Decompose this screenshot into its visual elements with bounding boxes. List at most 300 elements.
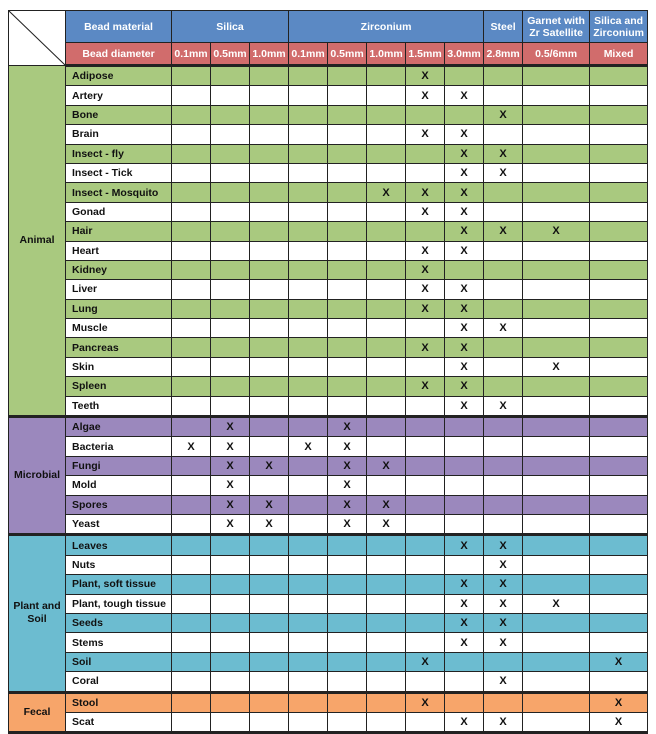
compatibility-cell	[406, 712, 445, 732]
sample-type-label: Algae	[66, 417, 172, 437]
compatibility-cell	[211, 377, 250, 396]
compatibility-cell: X	[484, 163, 523, 182]
compatibility-cell	[367, 417, 406, 437]
compatibility-cell	[250, 396, 289, 416]
compatibility-cell: X	[484, 105, 523, 124]
compatibility-cell	[523, 144, 590, 163]
compatibility-cell: X	[367, 183, 406, 202]
compatibility-cell	[367, 144, 406, 163]
compatibility-cell: X	[484, 555, 523, 574]
table-row	[9, 66, 648, 86]
compatibility-cell	[172, 514, 211, 534]
compatibility-cell	[484, 652, 523, 671]
compatibility-cell	[367, 202, 406, 221]
compatibility-cell	[484, 377, 523, 396]
table-row	[9, 594, 648, 613]
compatibility-cell	[367, 672, 406, 692]
material-header: Steel	[484, 11, 523, 43]
compatibility-cell	[250, 476, 289, 495]
compatibility-cell	[172, 319, 211, 338]
compatibility-cell	[523, 692, 590, 712]
table-row	[9, 86, 648, 105]
compatibility-cell	[289, 202, 328, 221]
compatibility-cell	[523, 437, 590, 456]
compatibility-cell: X	[250, 456, 289, 475]
compatibility-cell	[367, 535, 406, 555]
compatibility-cell: X	[445, 241, 484, 260]
compatibility-cell	[289, 105, 328, 124]
compatibility-cell	[484, 417, 523, 437]
compatibility-cell	[289, 183, 328, 202]
compatibility-cell	[328, 377, 367, 396]
compatibility-cell: X	[590, 652, 648, 671]
compatibility-cell	[523, 633, 590, 652]
compatibility-cell	[172, 555, 211, 574]
compatibility-cell	[523, 417, 590, 437]
compatibility-cell	[484, 86, 523, 105]
compatibility-cell	[406, 222, 445, 241]
compatibility-cell	[289, 476, 328, 495]
compatibility-cell	[445, 652, 484, 671]
sample-type-label: Stems	[66, 633, 172, 652]
sample-type-label: Bacteria	[66, 437, 172, 456]
compatibility-cell	[590, 535, 648, 555]
compatibility-cell	[590, 456, 648, 475]
compatibility-cell	[523, 280, 590, 299]
compatibility-cell	[445, 692, 484, 712]
compatibility-cell: X	[590, 712, 648, 732]
compatibility-cell	[406, 633, 445, 652]
compatibility-cell: X	[406, 183, 445, 202]
compatibility-cell	[172, 183, 211, 202]
compatibility-cell: X	[367, 514, 406, 534]
compatibility-cell	[590, 163, 648, 182]
compatibility-cell	[211, 144, 250, 163]
compatibility-cell	[250, 594, 289, 613]
compatibility-cell	[523, 202, 590, 221]
compatibility-cell	[172, 613, 211, 632]
compatibility-cell	[367, 575, 406, 594]
sample-type-label: Nuts	[66, 555, 172, 574]
compatibility-cell	[523, 377, 590, 396]
compatibility-cell	[328, 672, 367, 692]
compatibility-cell	[172, 338, 211, 357]
compatibility-cell	[590, 241, 648, 260]
sample-type-label: Seeds	[66, 613, 172, 632]
compatibility-cell	[523, 299, 590, 318]
compatibility-cell	[484, 495, 523, 514]
compatibility-cell: X	[250, 514, 289, 534]
compatibility-cell: X	[445, 86, 484, 105]
compatibility-cell	[328, 338, 367, 357]
compatibility-cell	[590, 86, 648, 105]
compatibility-cell	[172, 692, 211, 712]
compatibility-cell: X	[211, 495, 250, 514]
compatibility-cell	[172, 202, 211, 221]
compatibility-cell	[406, 417, 445, 437]
compatibility-cell: X	[328, 495, 367, 514]
table-row	[9, 495, 648, 514]
compatibility-cell	[406, 476, 445, 495]
compatibility-cell	[445, 495, 484, 514]
compatibility-cell	[250, 417, 289, 437]
table-row	[9, 105, 648, 124]
compatibility-cell	[211, 396, 250, 416]
compatibility-cell	[289, 280, 328, 299]
compatibility-cell	[172, 280, 211, 299]
sample-type-label: Skin	[66, 357, 172, 376]
compatibility-cell	[211, 319, 250, 338]
compatibility-cell	[250, 613, 289, 632]
compatibility-cell	[406, 672, 445, 692]
compatibility-cell	[367, 163, 406, 182]
compatibility-cell	[250, 575, 289, 594]
compatibility-cell	[406, 555, 445, 574]
compatibility-cell	[250, 692, 289, 712]
compatibility-cell	[211, 125, 250, 144]
compatibility-cell	[289, 514, 328, 534]
sample-type-label: Teeth	[66, 396, 172, 416]
compatibility-cell	[523, 495, 590, 514]
compatibility-cell: X	[406, 66, 445, 86]
table-row	[9, 652, 648, 671]
compatibility-cell	[445, 105, 484, 124]
compatibility-cell	[367, 613, 406, 632]
compatibility-cell	[328, 319, 367, 338]
compatibility-cell	[523, 476, 590, 495]
compatibility-cell	[250, 712, 289, 732]
sample-type-label: Insect - Mosquito	[66, 183, 172, 202]
compatibility-cell: X	[523, 357, 590, 376]
compatibility-cell	[590, 125, 648, 144]
compatibility-cell	[590, 105, 648, 124]
compatibility-cell	[211, 222, 250, 241]
diameter-header: 1.0mm	[367, 43, 406, 66]
table-row	[9, 672, 648, 692]
compatibility-cell	[211, 260, 250, 279]
compatibility-cell	[367, 66, 406, 86]
compatibility-cell	[367, 633, 406, 652]
diameter-header: 1.0mm	[250, 43, 289, 66]
compatibility-cell	[523, 66, 590, 86]
compatibility-cell: X	[445, 319, 484, 338]
compatibility-cell	[406, 613, 445, 632]
table-row	[9, 183, 648, 202]
compatibility-cell	[445, 437, 484, 456]
compatibility-cell	[211, 575, 250, 594]
compatibility-cell: X	[211, 514, 250, 534]
table-row	[9, 163, 648, 182]
compatibility-cell: X	[445, 299, 484, 318]
compatibility-cell	[523, 319, 590, 338]
compatibility-cell: X	[406, 125, 445, 144]
compatibility-cell	[289, 319, 328, 338]
sample-type-label: Insect - fly	[66, 144, 172, 163]
compatibility-cell	[211, 241, 250, 260]
compatibility-cell	[172, 299, 211, 318]
compatibility-cell	[484, 338, 523, 357]
compatibility-cell	[523, 396, 590, 416]
compatibility-cell	[289, 357, 328, 376]
compatibility-cell	[289, 712, 328, 732]
sample-type-label: Kidney	[66, 260, 172, 279]
compatibility-cell	[211, 105, 250, 124]
compatibility-cell	[484, 357, 523, 376]
compatibility-cell	[211, 280, 250, 299]
compatibility-cell	[289, 163, 328, 182]
sample-type-label: Mold	[66, 476, 172, 495]
compatibility-cell: X	[445, 575, 484, 594]
compatibility-cell	[289, 260, 328, 279]
compatibility-cell	[590, 575, 648, 594]
sample-type-label: Coral	[66, 672, 172, 692]
compatibility-cell: X	[367, 456, 406, 475]
table-row	[9, 456, 648, 475]
material-header: Zirconium	[289, 11, 484, 43]
diameter-header: 0.1mm	[289, 43, 328, 66]
compatibility-cell	[328, 299, 367, 318]
compatibility-cell	[445, 260, 484, 279]
compatibility-cell	[211, 555, 250, 574]
compatibility-cell	[289, 396, 328, 416]
compatibility-cell	[367, 338, 406, 357]
compatibility-cell	[250, 652, 289, 671]
compatibility-cell	[211, 66, 250, 86]
compatibility-cell	[250, 535, 289, 555]
compatibility-cell	[590, 183, 648, 202]
compatibility-cell	[367, 396, 406, 416]
compatibility-cell	[484, 692, 523, 712]
compatibility-cell	[328, 633, 367, 652]
compatibility-cell	[367, 692, 406, 712]
compatibility-cell	[328, 144, 367, 163]
compatibility-cell: X	[406, 202, 445, 221]
compatibility-cell: X	[484, 396, 523, 416]
compatibility-cell	[590, 594, 648, 613]
sample-type-label: Heart	[66, 241, 172, 260]
category-plant: Plant and Soil	[9, 535, 66, 692]
compatibility-cell: X	[328, 514, 367, 534]
compatibility-cell: X	[484, 535, 523, 555]
sample-type-label: Fungi	[66, 456, 172, 475]
compatibility-cell	[289, 594, 328, 613]
table-row	[9, 555, 648, 574]
compatibility-cell	[211, 613, 250, 632]
compatibility-cell: X	[590, 692, 648, 712]
compatibility-cell	[367, 125, 406, 144]
compatibility-cell	[367, 280, 406, 299]
compatibility-cell: X	[328, 476, 367, 495]
compatibility-cell: X	[523, 222, 590, 241]
compatibility-cell	[172, 66, 211, 86]
compatibility-cell: X	[523, 594, 590, 613]
compatibility-cell	[211, 712, 250, 732]
sample-type-label: Plant, tough tissue	[66, 594, 172, 613]
compatibility-cell	[250, 260, 289, 279]
compatibility-cell	[590, 202, 648, 221]
table-row	[9, 338, 648, 357]
compatibility-cell: X	[406, 280, 445, 299]
table-row	[9, 476, 648, 495]
compatibility-cell	[328, 105, 367, 124]
compatibility-cell	[250, 105, 289, 124]
compatibility-cell	[367, 357, 406, 376]
compatibility-cell	[328, 357, 367, 376]
compatibility-cell	[523, 125, 590, 144]
compatibility-cell	[523, 163, 590, 182]
table-row	[9, 633, 648, 652]
compatibility-cell	[250, 338, 289, 357]
table-row	[9, 319, 648, 338]
compatibility-cell	[484, 241, 523, 260]
compatibility-cell	[211, 672, 250, 692]
material-header: Silica and Zirconium	[590, 11, 648, 43]
compatibility-cell	[172, 535, 211, 555]
compatibility-cell	[406, 514, 445, 534]
compatibility-cell	[328, 613, 367, 632]
compatibility-cell	[367, 86, 406, 105]
compatibility-cell	[484, 280, 523, 299]
compatibility-cell: X	[484, 672, 523, 692]
compatibility-cell: X	[484, 575, 523, 594]
compatibility-cell	[328, 241, 367, 260]
bead-diameter-label: Bead diameter	[66, 43, 172, 66]
compatibility-cell	[289, 125, 328, 144]
compatibility-cell	[289, 222, 328, 241]
compatibility-cell	[250, 183, 289, 202]
diameter-header: 3.0mm	[445, 43, 484, 66]
compatibility-cell	[328, 222, 367, 241]
compatibility-cell	[590, 66, 648, 86]
compatibility-cell	[328, 260, 367, 279]
table-row	[9, 222, 648, 241]
compatibility-cell	[289, 692, 328, 712]
compatibility-cell	[484, 456, 523, 475]
sample-type-label: Pancreas	[66, 338, 172, 357]
compatibility-cell	[590, 672, 648, 692]
compatibility-cell	[328, 66, 367, 86]
compatibility-cell	[590, 555, 648, 574]
bead-compatibility-table	[8, 10, 648, 734]
compatibility-cell: X	[445, 144, 484, 163]
compatibility-cell	[172, 377, 211, 396]
compatibility-cell	[328, 202, 367, 221]
compatibility-cell	[328, 575, 367, 594]
material-header: Silica	[172, 11, 289, 43]
category-animal: Animal	[9, 66, 66, 417]
compatibility-cell	[523, 260, 590, 279]
table-row	[9, 280, 648, 299]
compatibility-cell	[211, 633, 250, 652]
compatibility-cell	[289, 652, 328, 671]
diagonal-line-icon	[9, 11, 65, 65]
compatibility-cell	[484, 437, 523, 456]
diameter-header: 0.5/6mm	[523, 43, 590, 66]
compatibility-cell	[172, 456, 211, 475]
compatibility-cell	[523, 456, 590, 475]
compatibility-cell	[250, 66, 289, 86]
compatibility-cell	[406, 105, 445, 124]
compatibility-cell	[172, 396, 211, 416]
table-row	[9, 357, 648, 376]
compatibility-cell	[523, 555, 590, 574]
table-row	[9, 535, 648, 555]
compatibility-cell	[250, 319, 289, 338]
compatibility-cell: X	[406, 692, 445, 712]
compatibility-cell	[172, 86, 211, 105]
compatibility-cell: X	[484, 594, 523, 613]
compatibility-cell	[406, 144, 445, 163]
compatibility-cell: X	[406, 241, 445, 260]
table-row	[9, 514, 648, 534]
compatibility-cell	[211, 299, 250, 318]
bead-material-label: Bead material	[66, 11, 172, 43]
compatibility-cell	[328, 594, 367, 613]
compatibility-cell	[328, 125, 367, 144]
compatibility-cell: X	[406, 260, 445, 279]
sample-type-label: Yeast	[66, 514, 172, 534]
category-microbial: Microbial	[9, 417, 66, 535]
compatibility-cell	[289, 575, 328, 594]
compatibility-cell: X	[406, 338, 445, 357]
compatibility-cell	[250, 357, 289, 376]
compatibility-cell	[590, 338, 648, 357]
compatibility-cell	[367, 712, 406, 732]
compatibility-cell	[590, 377, 648, 396]
compatibility-cell	[289, 456, 328, 475]
compatibility-cell	[590, 437, 648, 456]
compatibility-cell	[484, 514, 523, 534]
compatibility-cell	[250, 241, 289, 260]
compatibility-cell	[590, 613, 648, 632]
compatibility-cell	[367, 260, 406, 279]
table-row	[9, 202, 648, 221]
compatibility-cell: X	[445, 183, 484, 202]
sample-type-label: Muscle	[66, 319, 172, 338]
table-row	[9, 575, 648, 594]
compatibility-cell	[406, 319, 445, 338]
compatibility-cell	[211, 338, 250, 357]
diameter-header: 0.1mm	[172, 43, 211, 66]
compatibility-cell	[211, 86, 250, 105]
compatibility-cell: X	[484, 633, 523, 652]
compatibility-cell	[406, 594, 445, 613]
compatibility-cell: X	[328, 456, 367, 475]
compatibility-cell	[289, 241, 328, 260]
compatibility-cell: X	[406, 299, 445, 318]
compatibility-cell	[590, 476, 648, 495]
compatibility-cell: X	[250, 495, 289, 514]
compatibility-cell	[211, 183, 250, 202]
compatibility-cell	[250, 299, 289, 318]
table-row	[9, 396, 648, 416]
compatibility-cell	[523, 183, 590, 202]
compatibility-cell	[445, 456, 484, 475]
compatibility-cell	[172, 495, 211, 514]
compatibility-cell	[367, 476, 406, 495]
compatibility-cell	[328, 280, 367, 299]
compatibility-cell	[172, 633, 211, 652]
compatibility-cell	[328, 183, 367, 202]
compatibility-cell: X	[406, 377, 445, 396]
compatibility-cell	[523, 514, 590, 534]
compatibility-cell	[250, 672, 289, 692]
compatibility-cell	[367, 594, 406, 613]
compatibility-cell	[523, 535, 590, 555]
compatibility-cell: X	[445, 633, 484, 652]
compatibility-cell: X	[211, 476, 250, 495]
compatibility-cell	[250, 377, 289, 396]
